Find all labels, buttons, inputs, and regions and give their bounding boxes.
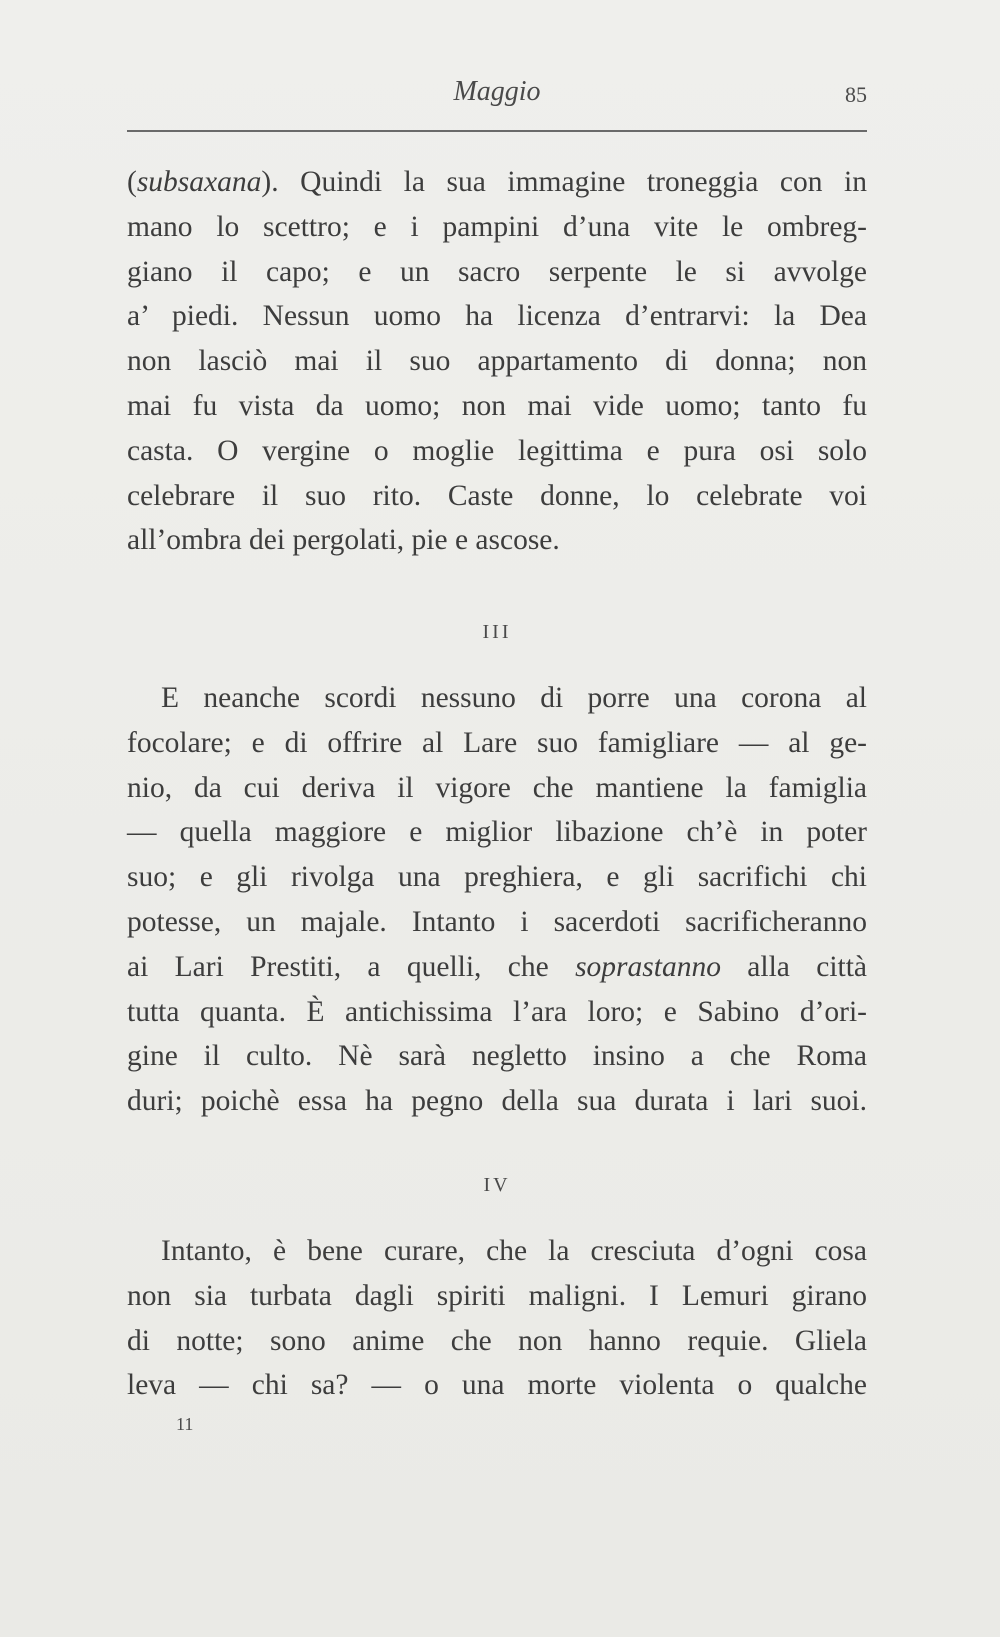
text-line: suo; e gli rivolga una preghiera, e gli sacrifichi chi bbox=[127, 861, 867, 894]
text-line: giano il capo; e un sacro serpente le si avvolge bbox=[127, 255, 867, 288]
signature-mark: 11 bbox=[176, 1414, 194, 1434]
text-line: tutta quanta. È antichissima l’ara loro; e Sabino d’ori- bbox=[127, 995, 867, 1028]
paragraph-section-iii bbox=[127, 676, 867, 1124]
text-line: potesse, un majale. Intanto i sacerdoti sacrificheranno bbox=[127, 905, 867, 938]
text-line: all’ombra dei pergolati, pie e ascose. bbox=[127, 524, 560, 557]
running-title: Maggio bbox=[453, 76, 541, 107]
text-line: di notte; sono anime che non hanno requie. Gliela bbox=[127, 1324, 867, 1357]
text-line: focolare; e di offrire al Lare suo famigliare — al ge- bbox=[127, 726, 867, 759]
paragraph-continuation bbox=[127, 160, 867, 563]
italic-term: subsaxana bbox=[136, 166, 262, 198]
text-line: ai Lari Prestiti, a quelli, che soprastanno alla città bbox=[127, 950, 867, 983]
text-line: casta. O vergine o moglie legittima e pura osi solo bbox=[127, 434, 867, 467]
page-number: 85 bbox=[845, 82, 867, 107]
text-line: nio, da cui deriva il vigore che mantiene la famiglia bbox=[127, 771, 867, 804]
paragraph-section-iv bbox=[127, 1229, 867, 1408]
section-numeral-iv: IV bbox=[483, 1174, 511, 1196]
running-head bbox=[127, 76, 867, 116]
text-line: a’ piedi. Nessun uomo ha licenza d’entrarvi: la Dea bbox=[127, 300, 867, 333]
text-line: leva — chi sa? — o una morte violenta o qualche bbox=[127, 1369, 867, 1402]
text-line: mai fu vista da uomo; non mai vide uomo; tanto fu bbox=[127, 389, 867, 422]
text-line: non lasciò mai il suo appartamento di donna; non bbox=[127, 345, 867, 378]
text-line: E neanche scordi nessuno di porre una corona al bbox=[161, 682, 867, 714]
text-line: mano lo scettro; e i pampini d’una vite le ombreg- bbox=[127, 210, 867, 243]
section-numeral-iii: III bbox=[482, 621, 512, 643]
text-line: — quella maggiore e miglior libazione ch’è in poter bbox=[127, 816, 867, 849]
text-line: celebrare il suo rito. Caste donne, lo celebrate voi bbox=[127, 479, 867, 512]
text-line: (subsaxana). Quindi la sua immagine troneggia con in bbox=[127, 166, 867, 198]
text-line: non sia turbata dagli spiriti maligni. I Lemuri girano bbox=[127, 1279, 867, 1312]
text-line: gine il culto. Nè sarà negletto insino a che Roma bbox=[127, 1040, 867, 1073]
text-line: Intanto, è bene curare, che la cresciuta d’ogni cosa bbox=[161, 1235, 867, 1267]
italic-term: soprastanno bbox=[575, 950, 721, 983]
header-rule bbox=[127, 130, 867, 132]
text-line: duri; poichè essa ha pegno della sua durata i lari suoi. bbox=[127, 1085, 867, 1118]
